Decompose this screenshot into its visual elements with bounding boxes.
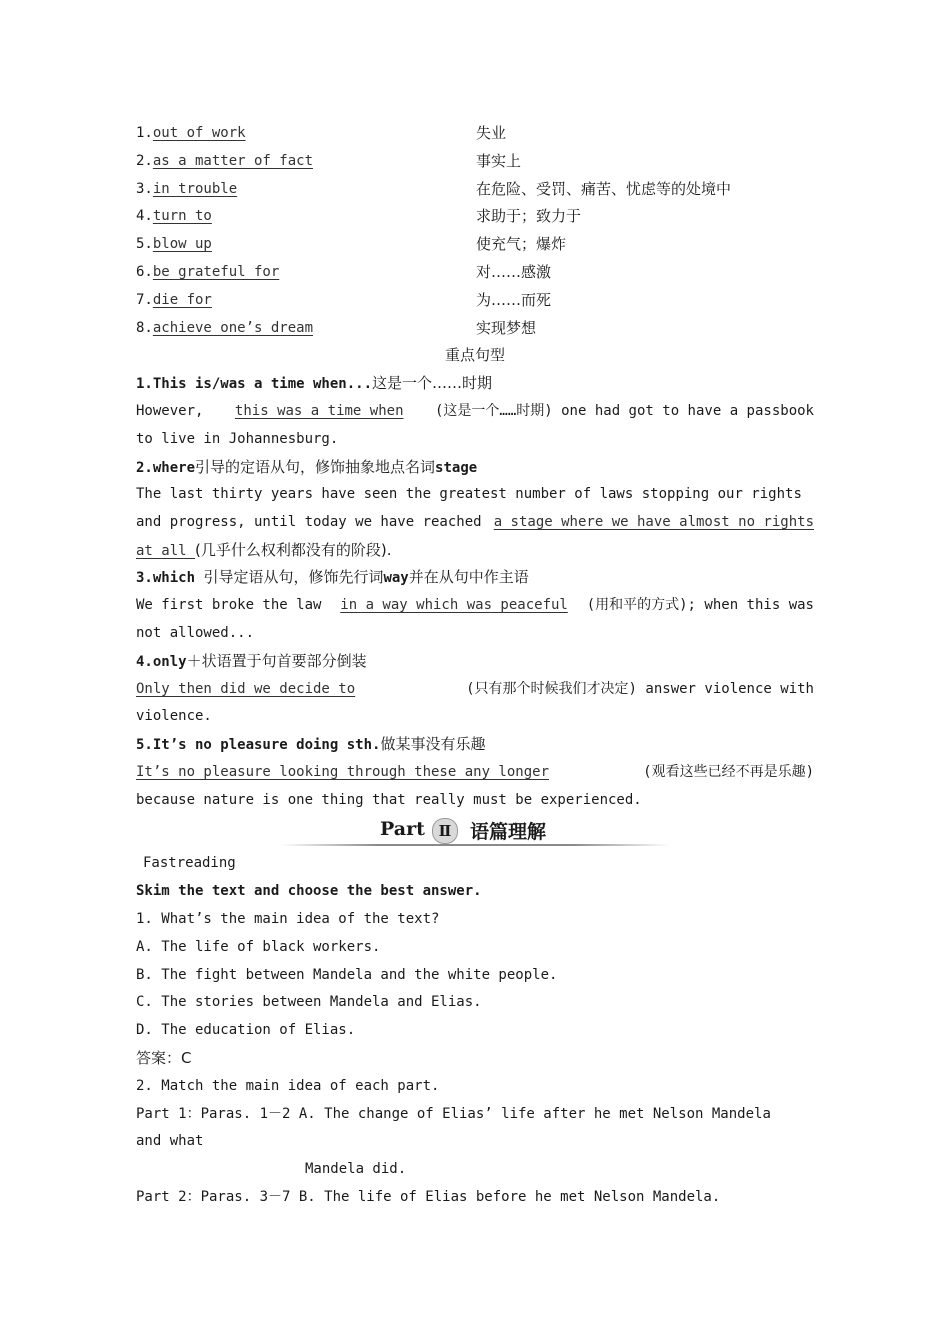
item-number: 2.: [136, 153, 153, 169]
banner-rule: [280, 844, 670, 846]
example-line: [136, 511, 814, 533]
example-underline: at all: [136, 543, 196, 559]
phrase-zh: 在危险、受罚、痛苦、忧虑等的处境中: [476, 180, 732, 198]
pattern-meaning: ＋状语置于句首要部分倒装: [186, 652, 367, 670]
vocab-item: [136, 317, 814, 339]
pattern-meaning: 这是一个……时期: [372, 374, 493, 392]
vocab-item: [136, 205, 814, 227]
phrase-en: turn to: [152, 208, 212, 224]
phrase-en: as a matter of fact: [152, 153, 314, 169]
fastreading-heading: Fastreading: [143, 855, 236, 871]
item-number: 6.: [136, 264, 153, 280]
vocab-item: [136, 150, 814, 172]
example-line: [136, 400, 814, 422]
example-underline: in a way which was peaceful: [340, 597, 568, 613]
sentence-title: [136, 733, 485, 755]
example-underline: It’s no pleasure looking through these any longer: [136, 764, 550, 780]
match-part-1-cont: Mandela did.: [305, 1161, 407, 1177]
option-d: D. The education of Elias.: [136, 1022, 356, 1038]
example-text: (这是一个……时期) one had got to have a passbook: [434, 403, 814, 419]
match-part-2: Part 2：Paras. 3－7 B. The life of Elias before he met Nelson Mandela.: [136, 1189, 721, 1205]
example-text: (几乎什么权利都没有的阶段).: [195, 541, 392, 559]
example-underline: Only then did we decide to: [136, 681, 356, 697]
example-text: We first broke the law: [136, 597, 322, 613]
option-c: C. The stories between Mandela and Elias.: [136, 994, 482, 1010]
sentence-title: [136, 650, 367, 672]
item-number: 4.: [136, 208, 153, 224]
item-number: 1.: [136, 125, 153, 141]
vocab-item: [136, 289, 814, 311]
option-b: B. The fight between Mandela and the white people.: [136, 967, 558, 983]
example-line: [136, 539, 392, 561]
vocab-item: [136, 261, 814, 283]
answer: 答案：C: [136, 1049, 192, 1067]
example-line: not allowed...: [136, 625, 255, 641]
phrase-en: achieve one’s dream: [152, 320, 314, 336]
item-number: 5.: [136, 236, 153, 252]
example-line: [136, 761, 814, 783]
phrase-en: out of work: [152, 125, 246, 141]
match-part-1-cont: and what: [136, 1133, 204, 1149]
part-number-badge: Ⅱ: [432, 818, 458, 844]
sentence-title: [136, 566, 529, 588]
vocab-item: [136, 178, 814, 200]
part-banner: [280, 816, 670, 850]
pattern-text: 2.where: [136, 460, 196, 476]
option-a: A. The life of black workers.: [136, 939, 381, 955]
phrase-zh: 事实上: [476, 152, 522, 170]
phrase-zh: 失业: [476, 124, 507, 142]
example-line: violence.: [136, 708, 212, 724]
example-text: (用和平的方式); when this was: [586, 597, 814, 613]
instruction: Skim the text and choose the best answer.: [136, 883, 482, 899]
example-line: The last thirty years have seen the greatest number of laws stopping our rights: [136, 486, 802, 502]
example-line: [136, 594, 814, 616]
question-2: 2. Match the main idea of each part.: [136, 1078, 440, 1094]
pattern-text: 1.This is/was a time when...: [136, 376, 373, 392]
sentence-title: [136, 456, 477, 478]
pattern-meaning: 引导定语从句，修饰先行词: [203, 568, 384, 586]
phrase-zh: 为……而死: [476, 291, 552, 309]
phrase-en: blow up: [152, 236, 212, 252]
example-text: However,: [136, 403, 204, 419]
example-text: (观看这些已经不再是乐趣): [643, 764, 814, 780]
phrase-zh: 使充气；爆炸: [476, 235, 567, 253]
item-number: 7.: [136, 292, 153, 308]
pattern-text: way: [383, 570, 409, 586]
item-number: 3.: [136, 181, 153, 197]
part-label: Part: [380, 818, 425, 840]
phrase-zh: 求助于；致力于: [476, 207, 582, 225]
pattern-meaning: 做某事没有乐趣: [380, 735, 486, 753]
phrase-en: die for: [152, 292, 212, 308]
part-title: 语篇理解: [470, 821, 547, 843]
pattern-text: 3.which: [136, 570, 204, 586]
example-text: (只有那个时候我们才决定) answer violence with: [466, 681, 814, 697]
phrase-en: in trouble: [152, 181, 238, 197]
example-line: to live in Johannesburg.: [136, 431, 339, 447]
phrase-zh: 对……感激: [476, 263, 552, 281]
example-underline: a stage where we have almost no rights: [493, 514, 814, 530]
phrase-en: be grateful for: [152, 264, 280, 280]
example-line: because nature is one thing that really must be experienced.: [136, 792, 642, 808]
example-line: [136, 678, 814, 700]
pattern-text: 4.only: [136, 654, 187, 670]
item-number: 8.: [136, 320, 153, 336]
pattern-text: 5.It’s no pleasure doing sth.: [136, 737, 381, 753]
example-underline: this was a time when: [234, 403, 404, 419]
vocab-item: [136, 122, 814, 144]
question-1: 1. What’s the main idea of the text?: [136, 911, 440, 927]
section-heading: 重点句型: [444, 346, 505, 364]
example-text: and progress, until today we have reached: [136, 514, 482, 530]
phrase-zh: 实现梦想: [476, 319, 537, 337]
match-part-1: Part 1：Paras. 1－2 A. The change of Elias’ life after he met Nelson Mandela: [136, 1106, 771, 1122]
pattern-text: stage: [435, 460, 478, 476]
vocab-item: [136, 233, 814, 255]
pattern-meaning: 并在从句中作主语: [408, 568, 529, 586]
sentence-title: [136, 372, 492, 394]
pattern-meaning: 引导的定语从句，修饰抽象地点名词: [195, 458, 436, 476]
